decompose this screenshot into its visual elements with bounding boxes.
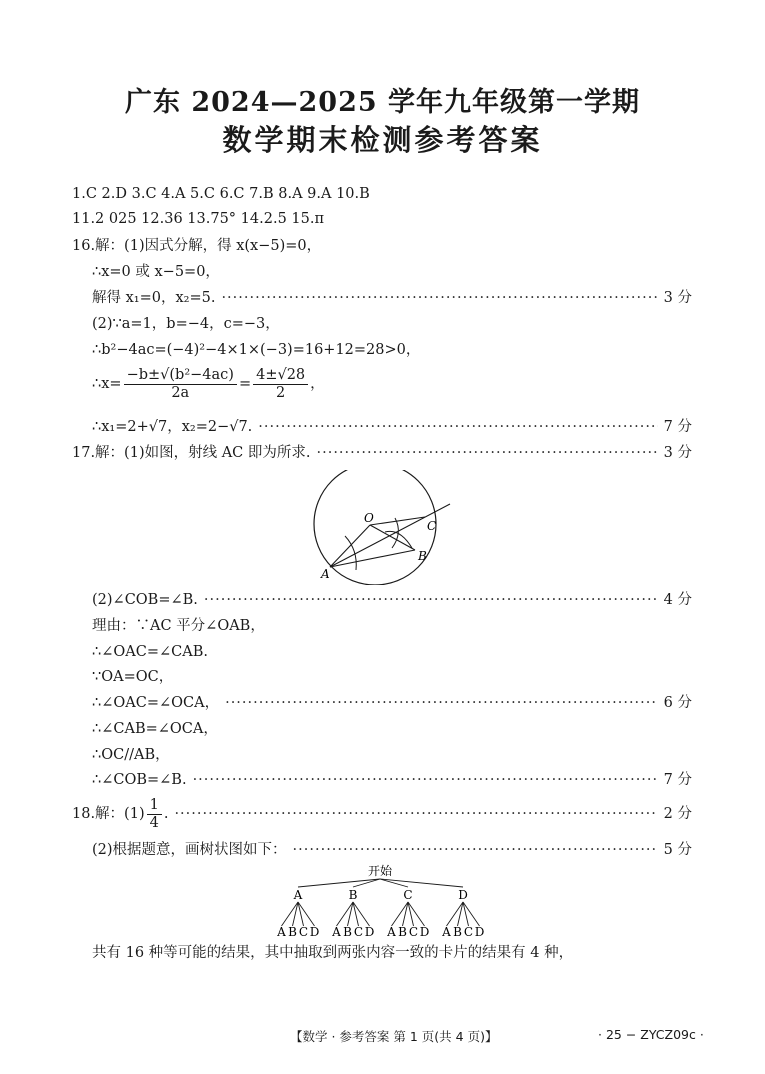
title-line-1: 广东 2024—2025 学年九年级第一学期 [124,87,641,118]
tree-leaf-d-c: C [463,925,474,939]
q17-line-4: ∴∠OAC=∠CAB. [92,644,208,660]
fraction-substituted [253,367,308,402]
q18-row-1 [72,796,692,832]
q16-row-7 [92,418,692,436]
title-line-2: 数学期末检测参考答案 [222,123,543,157]
q16-line-7: ∴x₁=2+√7，x₂=2−√7. [92,419,253,435]
q18-line-1-prefix: 18.解：(1) [72,806,145,822]
tree-node-c: C [403,888,413,902]
tree-leaf-c-d: D [419,925,430,939]
tree-root-label: 开始 [367,864,393,878]
q17-row-6 [92,694,692,712]
tree-leaf-c-c: C [408,925,419,939]
leader-dots [225,694,658,712]
q16-line-2: ∴x=0 或 x−5=0， [92,264,220,280]
geometry-figure [300,470,460,585]
score-label: 3 分 [663,290,692,306]
tree-leaf-a-c: C [298,925,309,939]
q17-line-2: (2)∠COB=∠B. [92,592,198,608]
tree-leaf-d-b: B [453,925,462,939]
leader-dots [221,289,657,307]
q18-line-3: 共有 16 种等可能的结果，其中抽取到两张内容一致的卡片的结果有 4 种， [92,945,574,961]
q18-line-2: (2)根据题意，画树状图如下： [92,842,287,858]
fraction-numerator: 1 [147,797,162,815]
tree-leaf-b-c: C [353,925,364,939]
score-label: 4 分 [663,592,692,608]
fraction-one-quarter [147,797,162,832]
q17-line-7: ∴∠CAB=∠OCA， [92,721,218,737]
q17-row-1 [72,444,692,462]
footer-code: · 25 − ZYCZ09c · [598,1027,704,1042]
mc-answers-row-1: 1.C 2.D 3.C 4.A 5.C 6.C 7.B 8.A 9.A 10.B [72,186,370,202]
q17-row-9 [92,771,692,789]
tree-leaf-b-a: A [332,925,341,939]
score-label: 7 分 [663,772,692,788]
q17-line-1: 17.解：(1)如图，射线 AC 即为所求. [72,445,311,461]
q17-line-6: ∴∠OAC=∠OCA， [92,695,220,711]
mc-answers-row-2: 11.2 025 12.36 13.75° 14.2.5 15.π [72,211,324,227]
leader-dots [258,418,657,436]
fraction-numerator: 4±√28 [253,367,308,385]
tree-leaf-a-b: B [288,925,297,939]
q18-line-1-suffix: . [163,806,169,822]
score-label: 6 分 [663,695,692,711]
leader-dots [193,771,658,789]
tree-leaf-a-a: A [277,925,286,939]
tree-leaf-d-a: A [442,925,451,939]
q17-line-8: ∴OC//AB， [92,747,170,763]
score-label: 2 分 [663,806,692,822]
tree-diagram [268,862,498,940]
q16-line-5: ∴b²−4ac=(−4)²−4×1×(−3)=16+12=28>0， [92,342,421,358]
fraction-numerator: −b±√(b²−4ac) [124,367,237,385]
tree-node-a: A [293,888,303,902]
tree-leaf-b-d: D [364,925,375,939]
q17-line-9: ∴∠COB=∠B. [92,772,187,788]
q17-line-5: ∵OA=OC， [92,669,174,685]
tree-edges-level-1 [298,879,463,887]
leader-dots [293,841,658,859]
fraction-quadratic-formula [124,367,237,402]
q16-line-6: ∴x= $\frac{\text{−b±√(b²−4ac)}}{2a}$ = $\frac{4\pm√28}{2}$ ， [92,366,325,401]
tree-leaf-d-d: D [474,925,485,939]
label-o: O [364,511,374,525]
fraction-denominator: 2 [276,384,286,401]
q18-row-2 [92,841,692,859]
leader-dots [174,796,657,832]
segment-ab [330,550,415,567]
tree-node-d: D [458,888,468,902]
fraction-denominator: 2a [171,384,190,401]
tree-nodes-level-1 [293,888,468,902]
score-label: 3 分 [663,445,692,461]
label-a: A [321,567,330,581]
tree-node-b: B [348,888,358,902]
tree-nodes-level-2 [276,925,484,939]
q16-line-1: 16.解：(1)因式分解，得 x(x−5)=0， [72,238,322,254]
q17-line-3: 理由：∵AC 平分∠OAB， [92,618,265,634]
q16-line-6-prefix: ∴x= [92,376,122,392]
leader-dots [204,591,658,609]
score-label: 7 分 [663,419,692,435]
segment-ob [370,525,415,550]
q18-line-1 [72,796,168,832]
tree-edges-level-2 [282,902,480,926]
fraction-denominator: 4 [149,814,159,831]
tree-leaf-c-a: A [387,925,396,939]
q16-line-4: (2)∵a=1，b=−4，c=−3， [92,316,280,332]
label-b: B [418,549,427,563]
label-c: C [427,519,437,533]
q16-row-3 [92,289,692,307]
q17-row-2 [92,591,692,609]
score-label: 5 分 [663,842,692,858]
tree-leaf-a-d: D [309,925,320,939]
footer-page-info: 【数学 · 参考答案 第 1 页(共 4 页)】 [290,1029,498,1044]
tree-leaf-c-b: B [398,925,407,939]
tree-leaf-b-b: B [343,925,352,939]
q16-line-3: 解得 x₁=0，x₂=5. [92,290,216,306]
leader-dots [317,444,658,462]
